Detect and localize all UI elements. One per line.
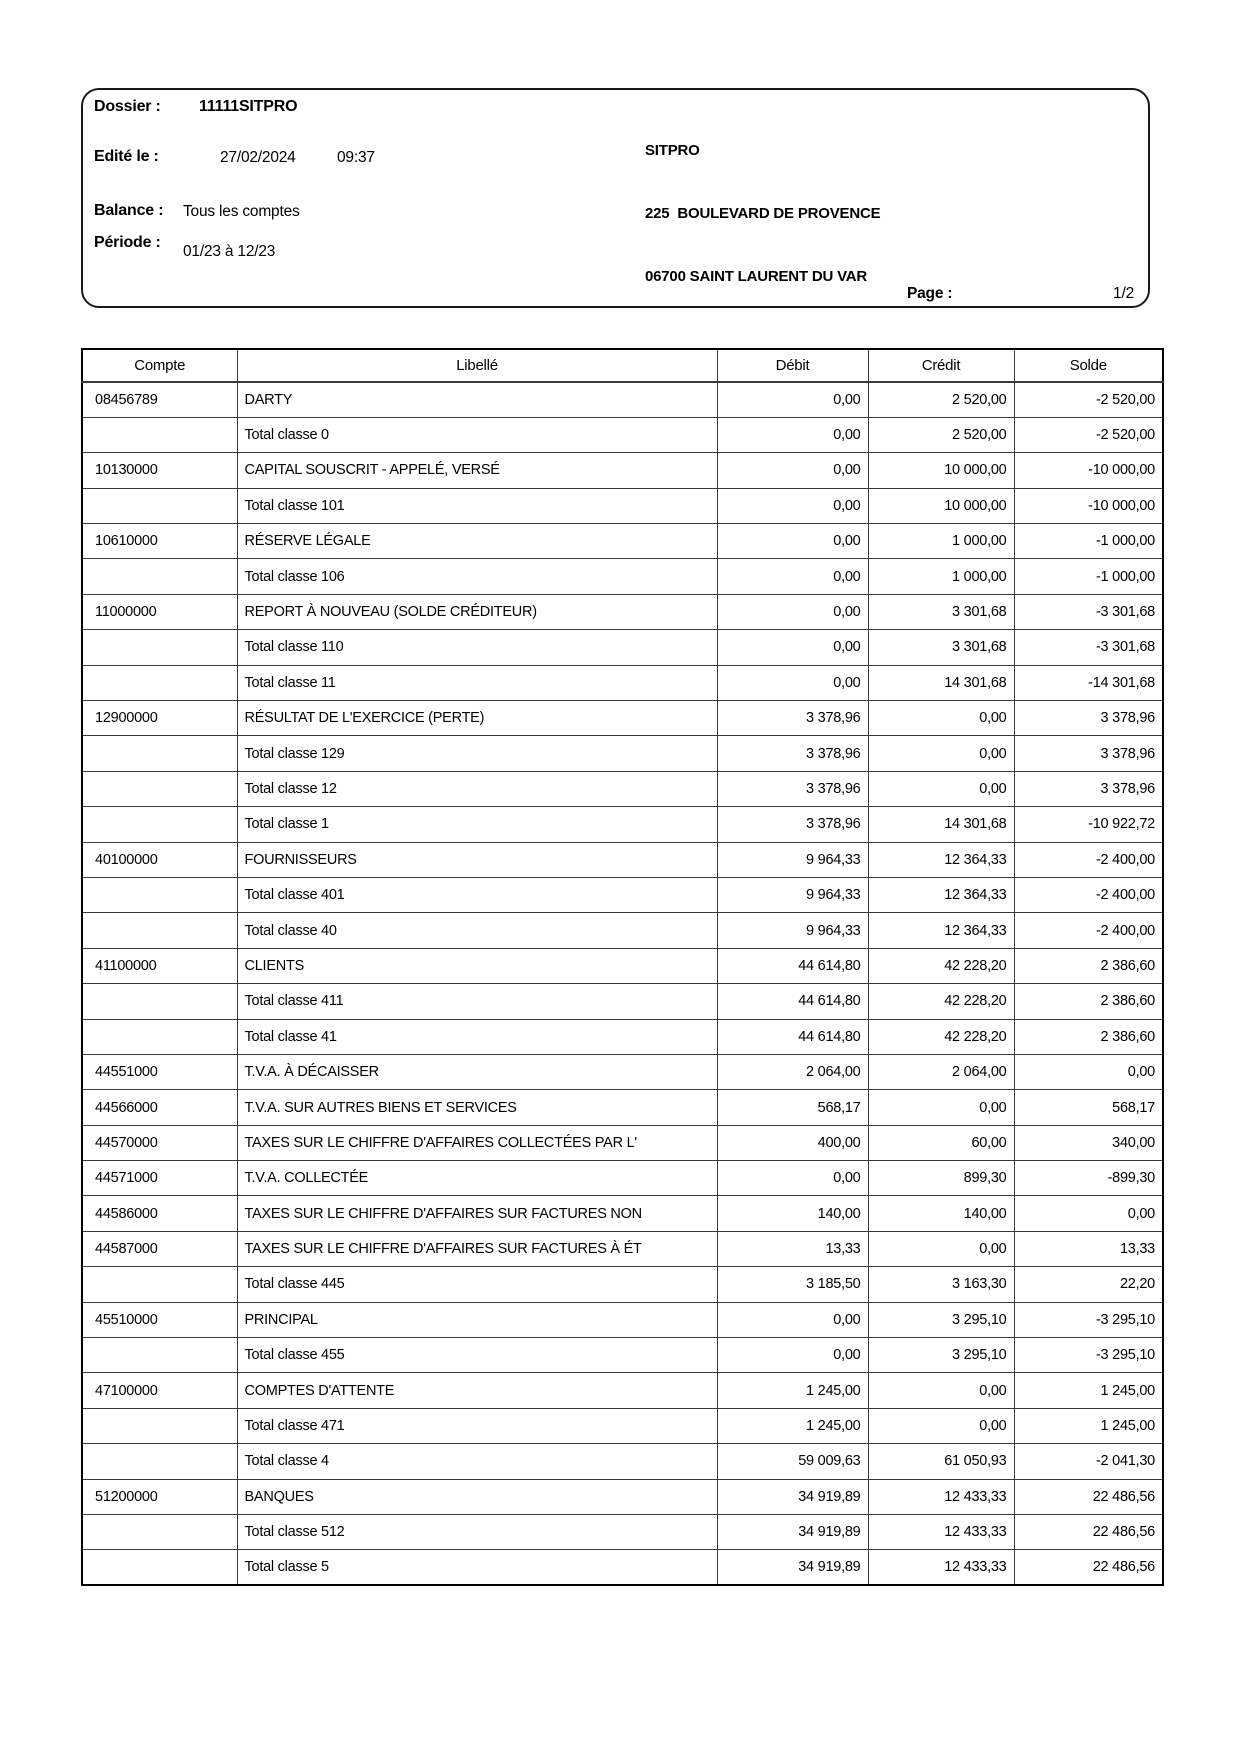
cell-libelle: TAXES SUR LE CHIFFRE D'AFFAIRES SUR FACTURES À ÉT (237, 1231, 717, 1266)
cell-compte (82, 913, 237, 948)
cell-solde: -10 000,00 (1014, 453, 1163, 488)
column-header-solde: Solde (1014, 349, 1163, 382)
cell-compte (82, 630, 237, 665)
cell-debit: 34 919,89 (717, 1515, 868, 1550)
table-row (82, 1196, 1163, 1231)
cell-libelle: Total classe 40 (237, 913, 717, 948)
table-row (82, 382, 1163, 417)
cell-debit: 0,00 (717, 1161, 868, 1196)
cell-debit: 44 614,80 (717, 1019, 868, 1054)
table-row (82, 1302, 1163, 1337)
table-row (82, 736, 1163, 771)
cell-solde: 3 378,96 (1014, 771, 1163, 806)
table-row (82, 842, 1163, 877)
cell-libelle: Total classe 455 (237, 1338, 717, 1373)
cell-compte: 41100000 (82, 948, 237, 983)
cell-compte (82, 984, 237, 1019)
cell-compte (82, 559, 237, 594)
cell-debit: 34 919,89 (717, 1479, 868, 1514)
cell-solde: -3 295,10 (1014, 1338, 1163, 1373)
table-row (82, 771, 1163, 806)
cell-solde: -2 041,30 (1014, 1444, 1163, 1479)
column-header-credit: Crédit (868, 349, 1014, 382)
cell-solde: -3 301,68 (1014, 594, 1163, 629)
cell-solde: 2 386,60 (1014, 984, 1163, 1019)
cell-debit: 0,00 (717, 594, 868, 629)
cell-credit: 12 433,33 (868, 1479, 1014, 1514)
cell-libelle: Total classe 101 (237, 488, 717, 523)
cell-libelle: Total classe 471 (237, 1408, 717, 1443)
cell-solde: 13,33 (1014, 1231, 1163, 1266)
cell-debit: 3 378,96 (717, 771, 868, 806)
cell-libelle: T.V.A. SUR AUTRES BIENS ET SERVICES (237, 1090, 717, 1125)
cell-libelle: CLIENTS (237, 948, 717, 983)
cell-solde: 22 486,56 (1014, 1550, 1163, 1585)
cell-libelle: COMPTES D'ATTENTE (237, 1373, 717, 1408)
table-body (82, 382, 1163, 1585)
cell-debit: 3 378,96 (717, 701, 868, 736)
header-box (81, 88, 1150, 308)
cell-libelle: Total classe 512 (237, 1515, 717, 1550)
cell-debit: 0,00 (717, 382, 868, 417)
cell-credit: 0,00 (868, 701, 1014, 736)
edited-label: Edité le : (94, 148, 159, 165)
cell-credit: 0,00 (868, 1373, 1014, 1408)
cell-credit: 12 364,33 (868, 842, 1014, 877)
cell-debit: 3 378,96 (717, 736, 868, 771)
cell-debit: 44 614,80 (717, 948, 868, 983)
cell-compte (82, 1019, 237, 1054)
cell-solde: 340,00 (1014, 1125, 1163, 1160)
cell-credit: 0,00 (868, 1231, 1014, 1266)
cell-compte: 08456789 (82, 382, 237, 417)
cell-debit: 0,00 (717, 488, 868, 523)
table-row (82, 1515, 1163, 1550)
cell-compte (82, 1515, 237, 1550)
company-address-1: 225 BOULEVARD DE PROVENCE (645, 205, 881, 222)
cell-compte (82, 1338, 237, 1373)
cell-credit: 12 433,33 (868, 1550, 1014, 1585)
cell-debit: 9 964,33 (717, 913, 868, 948)
cell-credit: 1 000,00 (868, 559, 1014, 594)
cell-debit: 0,00 (717, 1302, 868, 1337)
cell-solde: -3 301,68 (1014, 630, 1163, 665)
cell-compte: 44586000 (82, 1196, 237, 1231)
cell-compte (82, 665, 237, 700)
cell-credit: 0,00 (868, 1408, 1014, 1443)
cell-credit: 12 364,33 (868, 913, 1014, 948)
table-row (82, 417, 1163, 452)
cell-compte: 47100000 (82, 1373, 237, 1408)
page-label: Page : (907, 285, 953, 302)
table-header-row (82, 349, 1163, 382)
cell-solde: -1 000,00 (1014, 559, 1163, 594)
cell-libelle: RÉSERVE LÉGALE (237, 524, 717, 559)
cell-credit: 3 295,10 (868, 1302, 1014, 1337)
cell-credit: 14 301,68 (868, 807, 1014, 842)
table-row (82, 630, 1163, 665)
company-name: SITPRO (645, 142, 700, 159)
cell-libelle: Total classe 106 (237, 559, 717, 594)
edited-time: 09:37 (337, 149, 375, 166)
cell-libelle: Total classe 41 (237, 1019, 717, 1054)
dossier-label: Dossier : (94, 98, 161, 115)
cell-compte (82, 1408, 237, 1443)
cell-compte (82, 736, 237, 771)
column-header-libelle: Libellé (237, 349, 717, 382)
cell-debit: 3 378,96 (717, 807, 868, 842)
table-row (82, 1479, 1163, 1514)
cell-compte: 51200000 (82, 1479, 237, 1514)
cell-libelle: CAPITAL SOUSCRIT - APPELÉ, VERSÉ (237, 453, 717, 488)
cell-credit: 12 364,33 (868, 877, 1014, 912)
table-row (82, 524, 1163, 559)
table-row (82, 1161, 1163, 1196)
balance-label: Balance : (94, 202, 164, 219)
cell-credit: 0,00 (868, 1090, 1014, 1125)
cell-credit: 0,00 (868, 771, 1014, 806)
cell-solde: -899,30 (1014, 1161, 1163, 1196)
cell-credit: 3 163,30 (868, 1267, 1014, 1302)
cell-compte: 44551000 (82, 1054, 237, 1089)
cell-compte (82, 417, 237, 452)
cell-solde: 0,00 (1014, 1196, 1163, 1231)
cell-debit: 0,00 (717, 453, 868, 488)
cell-solde: 3 378,96 (1014, 701, 1163, 736)
cell-credit: 3 301,68 (868, 630, 1014, 665)
table-row (82, 1373, 1163, 1408)
cell-libelle: RÉSULTAT DE L'EXERCICE (PERTE) (237, 701, 717, 736)
cell-solde: -1 000,00 (1014, 524, 1163, 559)
cell-debit: 0,00 (717, 665, 868, 700)
cell-credit: 0,00 (868, 736, 1014, 771)
cell-compte: 40100000 (82, 842, 237, 877)
cell-debit: 2 064,00 (717, 1054, 868, 1089)
cell-libelle: Total classe 110 (237, 630, 717, 665)
cell-compte (82, 1267, 237, 1302)
cell-libelle: TAXES SUR LE CHIFFRE D'AFFAIRES SUR FACTURES NON (237, 1196, 717, 1231)
column-header-compte: Compte (82, 349, 237, 382)
company-address-2: 06700 SAINT LAURENT DU VAR (645, 268, 868, 285)
balance-table (81, 348, 1164, 1586)
cell-solde: 2 386,60 (1014, 1019, 1163, 1054)
cell-debit: 0,00 (717, 1338, 868, 1373)
cell-compte: 44587000 (82, 1231, 237, 1266)
table-row (82, 1267, 1163, 1302)
cell-solde: -2 520,00 (1014, 382, 1163, 417)
cell-solde: -3 295,10 (1014, 1302, 1163, 1337)
cell-debit: 0,00 (717, 630, 868, 665)
cell-debit: 3 185,50 (717, 1267, 868, 1302)
cell-debit: 140,00 (717, 1196, 868, 1231)
cell-credit: 42 228,20 (868, 1019, 1014, 1054)
table-row (82, 877, 1163, 912)
cell-debit: 1 245,00 (717, 1373, 868, 1408)
cell-compte: 44571000 (82, 1161, 237, 1196)
cell-solde: 568,17 (1014, 1090, 1163, 1125)
cell-solde: 22,20 (1014, 1267, 1163, 1302)
cell-compte (82, 1550, 237, 1585)
cell-debit: 1 245,00 (717, 1408, 868, 1443)
periode-label: Période : (94, 234, 161, 251)
table-row (82, 1408, 1163, 1443)
cell-credit: 42 228,20 (868, 984, 1014, 1019)
cell-debit: 0,00 (717, 524, 868, 559)
cell-libelle: BANQUES (237, 1479, 717, 1514)
company-address-block (645, 98, 880, 329)
cell-libelle: Total classe 0 (237, 417, 717, 452)
table-row (82, 1019, 1163, 1054)
cell-credit: 1 000,00 (868, 524, 1014, 559)
table-row (82, 1090, 1163, 1125)
cell-compte: 10130000 (82, 453, 237, 488)
cell-libelle: Total classe 445 (237, 1267, 717, 1302)
cell-libelle: FOURNISSEURS (237, 842, 717, 877)
cell-credit: 61 050,93 (868, 1444, 1014, 1479)
cell-debit: 9 964,33 (717, 877, 868, 912)
cell-credit: 10 000,00 (868, 488, 1014, 523)
cell-libelle: Total classe 4 (237, 1444, 717, 1479)
cell-libelle: Total classe 129 (237, 736, 717, 771)
cell-compte (82, 1444, 237, 1479)
cell-libelle: TAXES SUR LE CHIFFRE D'AFFAIRES COLLECTÉES PAR L' (237, 1125, 717, 1160)
cell-solde: 3 378,96 (1014, 736, 1163, 771)
cell-solde: 22 486,56 (1014, 1479, 1163, 1514)
cell-libelle: Total classe 12 (237, 771, 717, 806)
dossier-value: 11111SITPRO (199, 98, 298, 115)
table-row (82, 665, 1163, 700)
table-row (82, 701, 1163, 736)
cell-libelle: PRINCIPAL (237, 1302, 717, 1337)
cell-libelle: T.V.A. COLLECTÉE (237, 1161, 717, 1196)
cell-solde: -2 400,00 (1014, 877, 1163, 912)
cell-libelle: T.V.A. À DÉCAISSER (237, 1054, 717, 1089)
cell-debit: 568,17 (717, 1090, 868, 1125)
cell-libelle: REPORT À NOUVEAU (SOLDE CRÉDITEUR) (237, 594, 717, 629)
cell-credit: 2 064,00 (868, 1054, 1014, 1089)
cell-solde: -10 000,00 (1014, 488, 1163, 523)
edited-date: 27/02/2024 (220, 149, 296, 166)
cell-libelle: Total classe 401 (237, 877, 717, 912)
cell-solde: -10 922,72 (1014, 807, 1163, 842)
cell-solde: -2 520,00 (1014, 417, 1163, 452)
cell-solde: 1 245,00 (1014, 1408, 1163, 1443)
table-row (82, 1444, 1163, 1479)
table-row (82, 984, 1163, 1019)
cell-solde: 0,00 (1014, 1054, 1163, 1089)
table-row (82, 1231, 1163, 1266)
cell-credit: 10 000,00 (868, 453, 1014, 488)
table-row (82, 807, 1163, 842)
page-number: 1/2 (1113, 285, 1134, 302)
cell-debit: 400,00 (717, 1125, 868, 1160)
cell-solde: -14 301,68 (1014, 665, 1163, 700)
cell-credit: 42 228,20 (868, 948, 1014, 983)
table-row (82, 559, 1163, 594)
cell-libelle: Total classe 1 (237, 807, 717, 842)
cell-credit: 14 301,68 (868, 665, 1014, 700)
cell-credit: 12 433,33 (868, 1515, 1014, 1550)
cell-compte: 11000000 (82, 594, 237, 629)
table-row (82, 1125, 1163, 1160)
cell-compte (82, 488, 237, 523)
cell-debit: 34 919,89 (717, 1550, 868, 1585)
cell-libelle: Total classe 411 (237, 984, 717, 1019)
cell-debit: 44 614,80 (717, 984, 868, 1019)
cell-credit: 3 295,10 (868, 1338, 1014, 1373)
cell-compte: 12900000 (82, 701, 237, 736)
table-row (82, 488, 1163, 523)
cell-compte (82, 877, 237, 912)
cell-credit: 3 301,68 (868, 594, 1014, 629)
cell-credit: 899,30 (868, 1161, 1014, 1196)
cell-compte: 44566000 (82, 1090, 237, 1125)
periode-value: 01/23 à 12/23 (183, 243, 276, 260)
cell-credit: 140,00 (868, 1196, 1014, 1231)
table-row (82, 453, 1163, 488)
table-row (82, 594, 1163, 629)
table-row (82, 1054, 1163, 1089)
cell-compte (82, 807, 237, 842)
cell-solde: 1 245,00 (1014, 1373, 1163, 1408)
cell-solde: 2 386,60 (1014, 948, 1163, 983)
cell-compte: 45510000 (82, 1302, 237, 1337)
cell-debit: 0,00 (717, 559, 868, 594)
cell-libelle: DARTY (237, 382, 717, 417)
cell-debit: 13,33 (717, 1231, 868, 1266)
cell-solde: -2 400,00 (1014, 913, 1163, 948)
cell-compte (82, 771, 237, 806)
cell-debit: 59 009,63 (717, 1444, 868, 1479)
cell-solde: -2 400,00 (1014, 842, 1163, 877)
cell-libelle: Total classe 11 (237, 665, 717, 700)
table-row (82, 913, 1163, 948)
column-header-debit: Débit (717, 349, 868, 382)
table-row (82, 1338, 1163, 1373)
table-row (82, 948, 1163, 983)
cell-libelle: Total classe 5 (237, 1550, 717, 1585)
cell-debit: 9 964,33 (717, 842, 868, 877)
cell-credit: 2 520,00 (868, 417, 1014, 452)
cell-solde: 22 486,56 (1014, 1515, 1163, 1550)
table-row (82, 1550, 1163, 1585)
cell-credit: 2 520,00 (868, 382, 1014, 417)
cell-credit: 60,00 (868, 1125, 1014, 1160)
cell-compte: 44570000 (82, 1125, 237, 1160)
balance-value: Tous les comptes (183, 203, 300, 220)
cell-debit: 0,00 (717, 417, 868, 452)
cell-compte: 10610000 (82, 524, 237, 559)
